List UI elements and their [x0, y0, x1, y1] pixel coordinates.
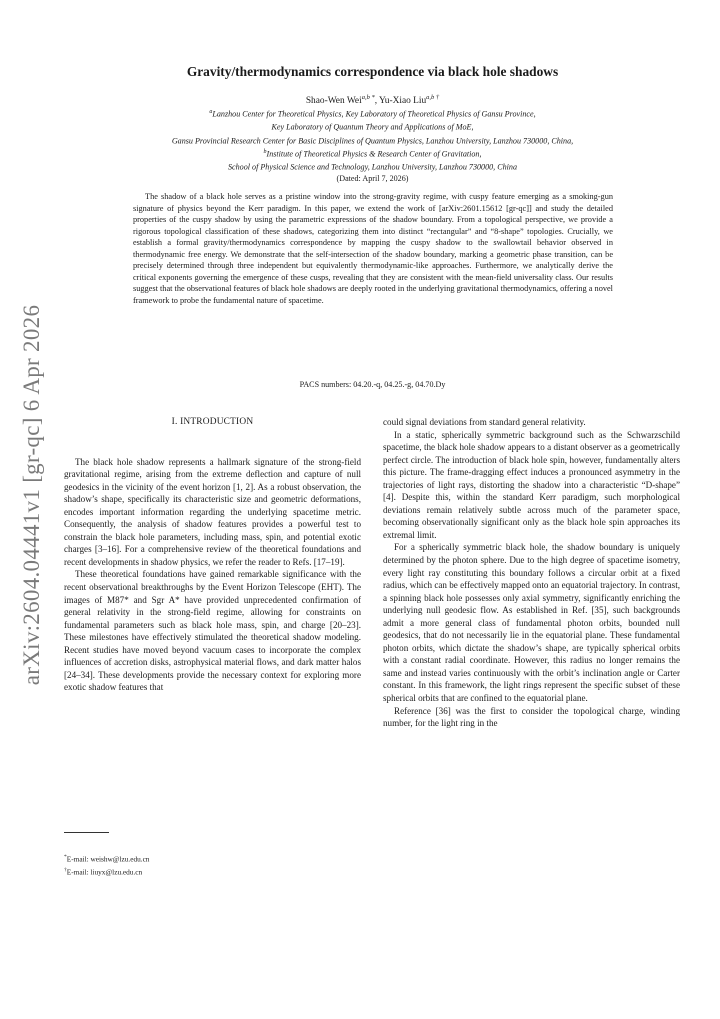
- affiliation-line: School of Physical Science and Technology, Lanzhou University, Lanzhou 730000, China: [227, 162, 518, 172]
- footnote-rule: [64, 832, 109, 833]
- affiliations: [60, 107, 685, 185]
- author-name: Yu-Xiao Liu: [379, 96, 427, 107]
- body-paragraph: The black hole shadow represents a hallmark signature of the strong-field gravitational regime, arising from the extreme deflection and capture of null geodesics in the vicinity of the event horizon [1, 2]. As a robust observation, the shadow’s shape, specifically its characteristic size and geometric deformations, encodes important information regarding the underlying spacetime metric. Consequently, the analysis of shadow features provides a powerful test to constrain the black hole parameters, including mass, spin, and potential exotic charges [3–16]. For a comprehensive review of the theoretical foundations and recent developments in shadow physics, we refer the reader to Refs. [17–19].: [64, 456, 361, 567]
- affiliation-line: $^b$Institute of Theoretical Physics & Research Center of Gravitation,: [263, 148, 482, 159]
- author-list: [60, 94, 685, 106]
- body-paragraph: could signal deviations from standard general relativity.: [383, 417, 586, 427]
- body-paragraph: These theoretical foundations have gained remarkable significance with the recent observational breakthroughs by the Event Horizon Telescope (EHT). The images of M87* and Sgr A* have provided unprecedented confirmation of general relativity in the strong-field regime, allowing for constraints on fundamental parameters such as black hole mass, spin, and charge [20–23]. These milestones have effectively stimulated the theoretical shadow modeling. Recent studies have moved beyond vacuum cases to incorporate the complex influences of accretion disks, astrophysical material flows, and dark matter halos [24–34]. These developments provide the necessary context for exploring more exotic shadow features that: [64, 569, 361, 693]
- right-column: [383, 416, 680, 730]
- footnotes: [64, 852, 364, 878]
- author-name: Shao-Wen Wei: [305, 96, 362, 107]
- body-paragraph: Reference [36] was the first to consider the topological charge, winding number, for the light ring in the: [383, 705, 680, 729]
- body-paragraph: In a static, spherically symmetric background such as the Schwarzschild spacetime, the black hole shadow appears to a distant observer as a geometrically perfect circle. The introduction of black hole spin, however, fundamentally alters this picture. The frame-dragging effect induces a pronounced asymmetry in the trajectories of light rays, distorting the shadow into a characteristic “D-shape” [4]. Despite this, within the standard Kerr paradigm, such morphological deviations remain relatively subtle across much of the parameter space, becoming observationally significant only as the black hole spin approaches its extremal limit.: [383, 429, 680, 540]
- author-separator: ,: [374, 96, 380, 107]
- affiliation-line: Gansu Provincial Research Center for Basic Disciplines of Quantum Physics, Lanzhou University, Lanzhou 730000, China,: [171, 136, 574, 146]
- pacs-numbers: PACS numbers: 04.20.-q, 04.25.-g, 04.70.Dy: [299, 380, 446, 389]
- section-heading: I. INTRODUCTION: [171, 417, 254, 427]
- paper-title: Gravity/thermodynamics correspondence via black hole shadows: [186, 64, 559, 79]
- affiliation-line: $^a$Lanzhou Center for Theoretical Physics, Key Laboratory of Theoretical Physics of Gansu Province,: [209, 109, 536, 119]
- body-paragraph: For a spherically symmetric black hole, the shadow boundary is uniquely determined by the photon sphere. Due to the high degree of spacetime isometry, every light ray constituting this boundary follows a circular orbit at a fixed radius, which can be effectively mapped onto an equatorial trajectory. In contrast, a spinning black hole possesses only axial symmetry, significantly enriching the underlying null geodesic flow. As established in Ref. [35], such backgrounds admit a more general class of fundamental photon orbits, bounded null geodesics, that do not necessarily lie in the equatorial plane. These fundamental photon orbits, which dictate the shadow’s shape, are typically spherical orbits with a constant radial coordinate. However, this radius no longer remains the same and instead varies continuously with the orbit’s inclination angle or Carter constant. In this framework, the light rings represent the specific subset of these spherical orbits that are confined to the equatorial plane.: [383, 542, 680, 704]
- author-affil-mark: a,b †: [426, 94, 440, 101]
- dated-line: (Dated: April 7, 2026): [336, 174, 409, 184]
- left-column: [64, 416, 361, 694]
- footnote: *E-mail: weishw@lzu.edu.cn: [64, 854, 150, 864]
- affiliation-line: Key Laboratory of Quantum Theory and Applications of MoE,: [271, 122, 474, 132]
- arxiv-identifier: arXiv:2604.04441v1 [gr-qc] 6 Apr 2026: [19, 304, 44, 686]
- abstract: [133, 191, 613, 306]
- footnote: †E-mail: liuyx@lzu.edu.cn: [64, 866, 143, 877]
- author-affil-mark: a,b *: [361, 94, 375, 101]
- arxiv-sidebar-stamp: [12, 300, 52, 690]
- abstract-text: The shadow of a black hole serves as a pristine window into the strong-gravity regime, with cuspy feature emerging as a smoking-gun signature of physics beyond the Kerr paradigm. In this paper, we extend the work of [arXiv:2601.15612 [gr-qc]] and study the detailed properties of the cuspy shadow by using the parametric expressions of the shadow boundary. From a topological perspective, we provide a rigorous topological classification of these shadows, categorizing them into distinct “rectangular” and “8-shape” topologies. Crucially, we establish a formal gravity/thermodynamics correspondence by mapping the cuspy shadow to the swallowtail behavior observed in thermodynamic free energy. We demonstrate that the self-intersection of the shadow boundary, marking a geometric phase transition, can be precisely determined through three independent but equivalently thermodynamic-like approaches. Furthermore, we analytically derive the critical exponents governing the emergence of these cusps, revealing that they are consistent with the mean-field universality class. Our results suggest that the observational features of black hole shadows are deeply rooted in the underlying gravitational thermodynamics, offering a novel framework to probe the fundamental nature of spacetime.: [133, 192, 613, 305]
